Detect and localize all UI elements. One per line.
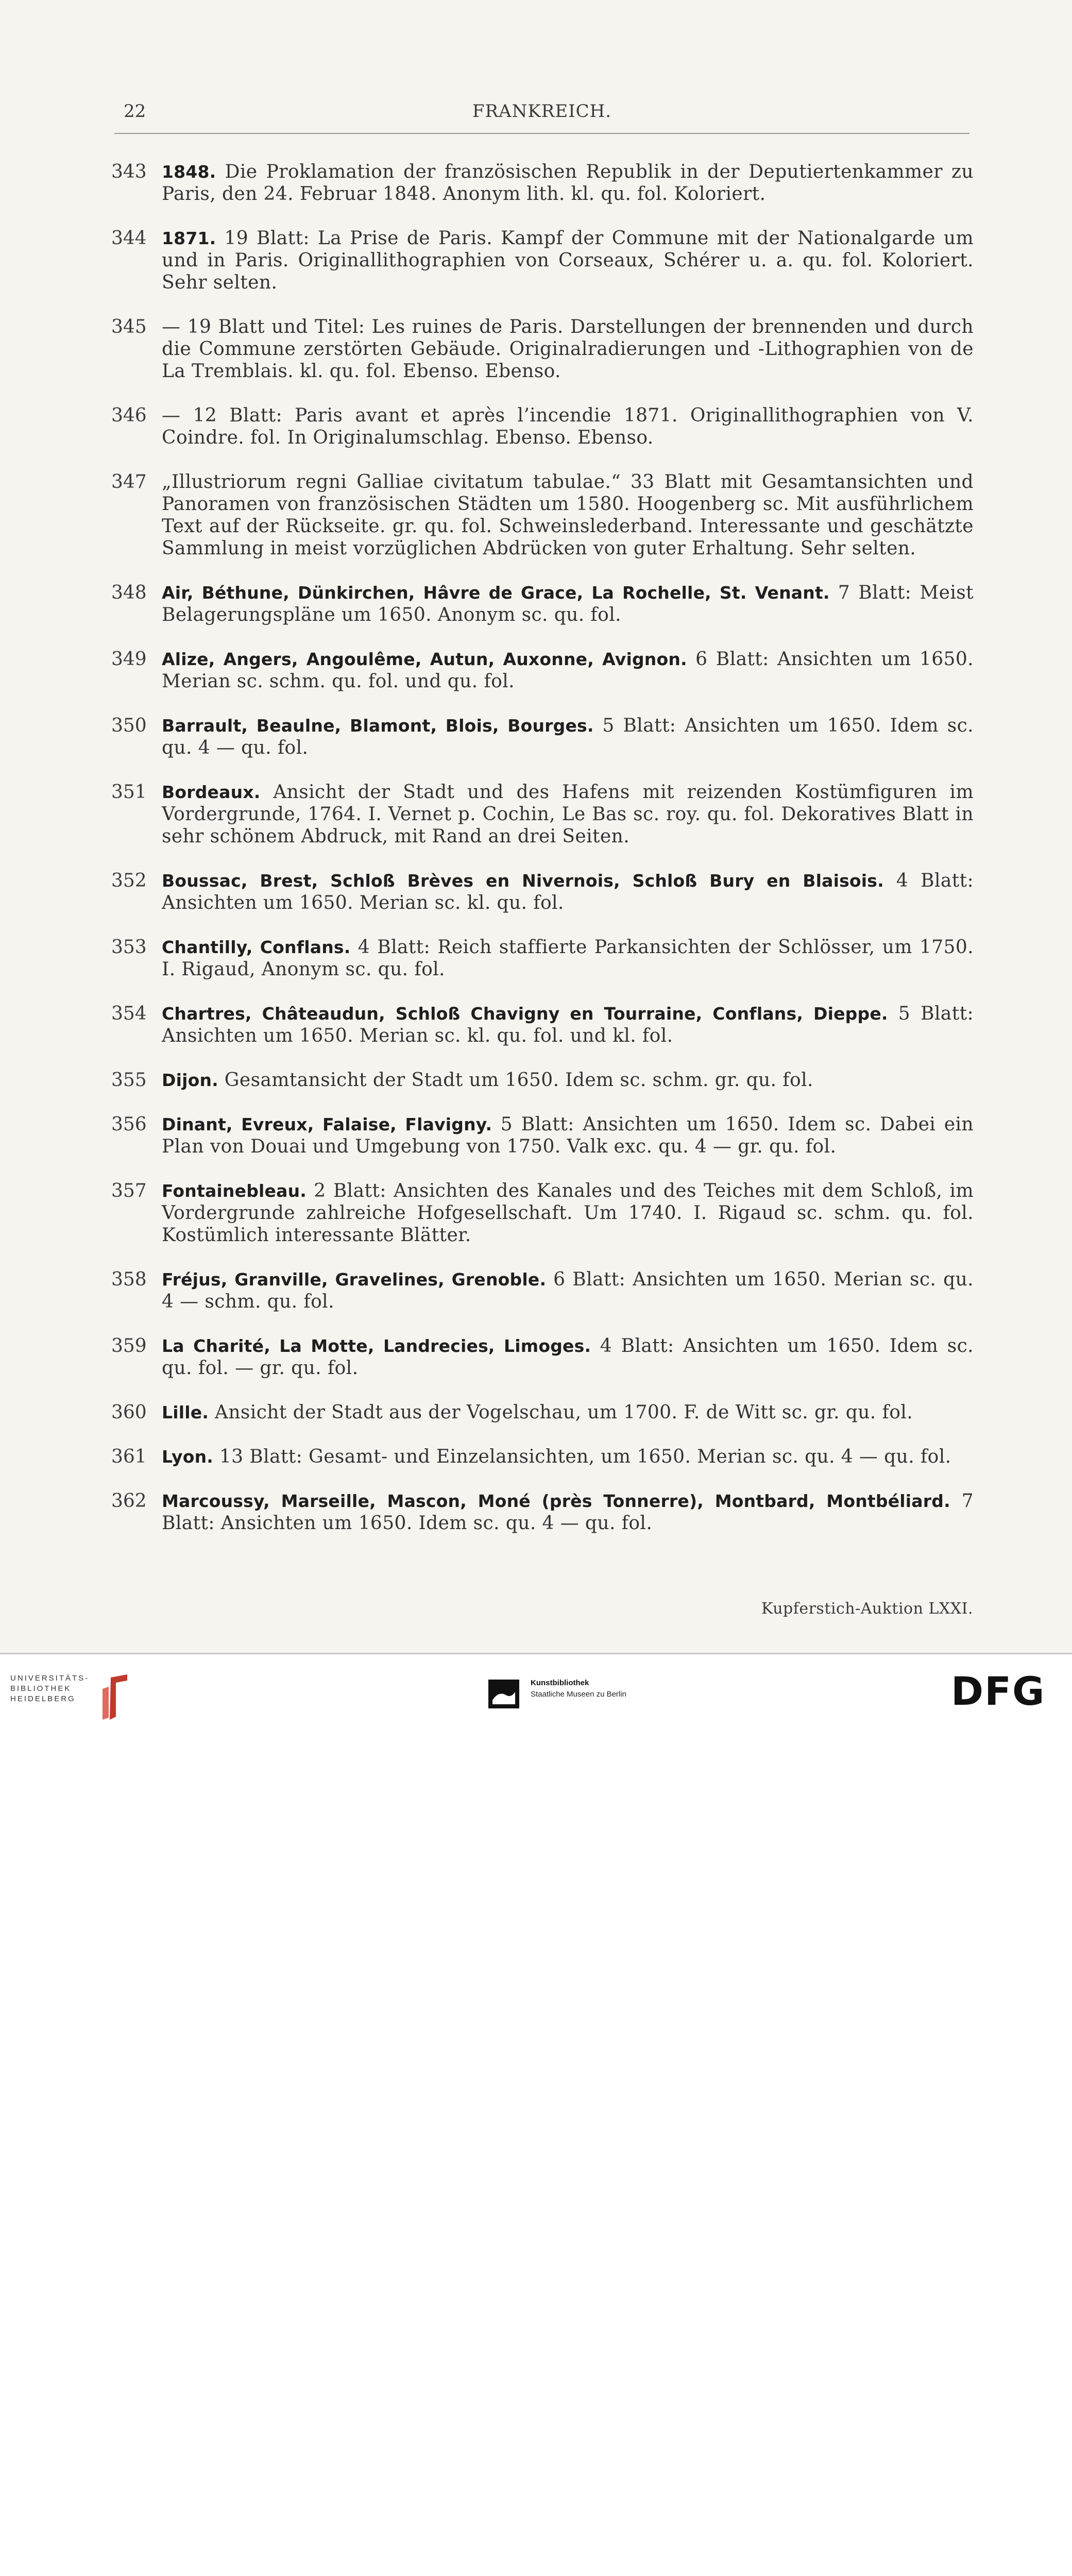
entry-text: 7 Blatt: Meist Belagerungspläne um 1650. Anonym sc. qu. fol. <box>162 582 974 625</box>
entry-text: Die Proklamation der französischen Republik in der Deputiertenkammer zu Paris, den 24. Februar 1848. Anonym lith. kl. qu. fol. Koloriert. <box>162 161 974 205</box>
catalog-entry <box>108 936 974 980</box>
entry-number: 357 <box>111 1180 147 1201</box>
header-rule <box>114 133 969 134</box>
entry-heading: Bordeaux. <box>162 782 261 802</box>
catalog-entry <box>108 1069 974 1091</box>
catalog-entry <box>108 1113 974 1158</box>
page-title: FRANKREICH. <box>472 101 612 122</box>
entry-text: Ansicht der Stadt und des Hafens mit reizenden Kostümfiguren im Vordergrunde, 1764. I. Vernet p. Cochin, Le Bas sc. roy. qu. fol. Dekoratives Blatt in sehr schönem Abdruck, mit Rand an drei Seiten. <box>162 782 974 847</box>
entry-number: 362 <box>111 1490 147 1512</box>
university-emblem-icon <box>95 1673 131 1721</box>
entry-text: 6 Blatt: Ansichten um 1650. Merian sc. qu. 4 — schm. qu. fol. <box>162 1269 974 1312</box>
catalog-entry <box>108 1180 974 1246</box>
entry-heading: 1871. <box>162 228 216 248</box>
viewer-footer <box>0 1653 1072 1737</box>
entry-heading: 1848. <box>162 162 216 182</box>
catalog-entry <box>108 161 974 205</box>
entry-number: 347 <box>111 471 147 493</box>
entry-heading: Air, Béthune, Dünkirchen, Hâvre de Grace, La Rochelle, St. Venant. <box>162 583 830 603</box>
catalog-entry <box>108 582 974 626</box>
catalog-entry <box>108 870 974 914</box>
entry-text: „Illustriorum regni Galliae civitatum tabulae.“ 33 Blatt mit Gesamtansichten und Panoramen von französischen Städten um 1580. Hoogenberg sc. Mit ausführlichem Text auf der Rückseite. gr. qu. fol. Schweinslederband. Interessante und geschätzte Sammlung in meist vorzüglichen Abdrücken von guter Erhaltung. Sehr selten. <box>162 471 974 559</box>
entry-text: 19 Blatt: La Prise de Paris. Kampf der Commune mit der Nationalgarde um und in Paris. Originallithographien von Corseaux, Schérer u. a. qu. fol. Koloriert. Sehr selten. <box>162 228 974 293</box>
kunstbibliothek-name: Kunstbibliothek <box>531 1679 589 1687</box>
entry-heading: Chartres, Châteaudun, Schloß Chavigny en Tourraine, Conflans, Dieppe. <box>162 1004 888 1024</box>
uni-line-2: BIBLIOTHEK <box>10 1684 72 1693</box>
entry-heading: La Charité, La Motte, Landrecies, Limoges. <box>162 1336 591 1356</box>
entry-heading: Fontainebleau. <box>162 1181 307 1201</box>
entry-number: 358 <box>111 1269 147 1290</box>
catalog-entry <box>108 781 974 848</box>
uni-line-3: HEIDELBERG <box>10 1694 76 1703</box>
catalog-entry <box>108 715 974 759</box>
entry-heading: Barrault, Beaulne, Blamont, Blois, Bourges. <box>162 716 594 736</box>
university-library-logo[interactable] <box>10 1673 134 1725</box>
page-number: 22 <box>124 101 146 122</box>
entry-heading: Boussac, Brest, Schloß Brèves en Nivernois, Schloß Bury en Blaisois. <box>162 871 884 891</box>
entry-text: 13 Blatt: Gesamt- und Einzelansichten, um 1650. Merian sc. qu. 4 — qu. fol. <box>213 1446 951 1467</box>
entry-heading: Marcoussy, Marseille, Mascon, Moné (près Tonnerre), Montbard, Montbéliard. <box>162 1491 950 1511</box>
catalog-entry <box>108 471 974 560</box>
entry-number: 353 <box>111 937 147 958</box>
entry-heading: Dijon. <box>162 1070 218 1090</box>
entry-number: 360 <box>111 1402 147 1423</box>
catalog-entry <box>108 316 974 382</box>
entry-text: Gesamtansicht der Stadt um 1650. Idem sc. schm. gr. qu. fol. <box>218 1070 813 1091</box>
entry-number: 354 <box>111 1003 147 1024</box>
entry-number: 356 <box>111 1114 147 1135</box>
entry-text: 4 Blatt: Reich staffierte Parkansichten der Schlösser, um 1750. I. Rigaud, Anonym sc. qu. fol. <box>162 937 974 980</box>
catalog-entry <box>108 1490 974 1534</box>
entry-heading: Alize, Angers, Angoulême, Autun, Auxonne, Avignon. <box>162 649 687 669</box>
footer-divider <box>0 1653 1072 1654</box>
entry-number: 359 <box>111 1335 147 1357</box>
catalog-entry <box>108 1401 974 1423</box>
entry-text: — 19 Blatt und Titel: Les ruines de Paris. Darstellungen der brennenden und durch die Commune zerstörten Gebäude. Originalradierungen und -Lithographien von de La Tremblais. kl. qu. fol. Ebenso. Ebenso. <box>162 316 974 382</box>
entry-text: 4 Blatt: Ansichten um 1650. Idem sc. qu. fol. — gr. qu. fol. <box>162 1335 974 1379</box>
footer-note: Kupferstich-Auktion LXXI. <box>761 1600 973 1618</box>
catalog-entry <box>108 1268 974 1313</box>
entry-number: 349 <box>111 649 147 670</box>
entry-text: Ansicht der Stadt aus der Vogelschau, um 1700. F. de Witt sc. gr. qu. fol. <box>209 1402 913 1423</box>
entry-text: 2 Blatt: Ansichten des Kanales und des Teiches mit dem Schloß, im Vordergrunde zahlreiche Hofgesellschaft. Um 1740. I. Rigaud sc. schm. qu. fol. Kostümlich interessante Blätter. <box>162 1180 974 1246</box>
entry-heading: Lyon. <box>162 1447 213 1467</box>
entry-text: 7 Blatt: Ansichten um 1650. Idem sc. qu. 4 — qu. fol. <box>162 1490 974 1534</box>
entry-heading: Chantilly, Conflans. <box>162 937 351 957</box>
page-header <box>114 101 969 127</box>
entry-text: — 12 Blatt: Paris avant et après l’incendie 1871. Originallithographien von V. Coindre. fol. In Originalumschlag. Ebenso. Ebenso. <box>162 405 974 448</box>
entry-text: 6 Blatt: Ansichten um 1650. Merian sc. schm. qu. fol. und qu. fol. <box>162 649 974 692</box>
entry-number: 348 <box>111 582 147 603</box>
entry-number: 352 <box>111 870 147 891</box>
entry-heading: Fréjus, Granville, Gravelines, Grenoble. <box>162 1269 547 1290</box>
catalog-entry <box>108 1446 974 1468</box>
entry-number: 351 <box>111 782 147 803</box>
catalog-entry <box>108 227 974 294</box>
entry-number: 361 <box>111 1446 147 1467</box>
uni-line-1: UNIVERSITÄTS- <box>10 1674 90 1683</box>
catalog-entries <box>108 161 974 1556</box>
entry-number: 344 <box>111 228 147 249</box>
entry-heading: Lille. <box>162 1402 209 1422</box>
entry-text: 4 Blatt: Ansichten um 1650. Merian sc. kl. qu. fol. <box>162 870 974 913</box>
kunstbibliothek-seal-icon <box>488 1680 519 1708</box>
catalog-entry <box>108 1003 974 1047</box>
entry-number: 350 <box>111 715 147 736</box>
catalog-entry <box>108 404 974 449</box>
entry-number: 346 <box>111 405 147 426</box>
entry-number: 345 <box>111 316 147 337</box>
kunstbibliothek-subtitle: Staatliche Museen zu Berlin <box>531 1690 626 1699</box>
entry-text: 5 Blatt: Ansichten um 1650. Merian sc. kl. qu. fol. und kl. fol. <box>162 1003 974 1046</box>
entry-number: 355 <box>111 1070 147 1091</box>
catalog-entry <box>108 1335 974 1379</box>
entry-heading: Dinant, Evreux, Falaise, Flavigny. <box>162 1114 492 1134</box>
entry-number: 343 <box>111 161 147 182</box>
catalog-entry <box>108 648 974 692</box>
entry-text: 5 Blatt: Ansichten um 1650. Idem sc. qu. 4 — qu. fol. <box>162 715 974 758</box>
entry-text: 5 Blatt: Ansichten um 1650. Idem sc. Dabei ein Plan von Douai und Umgebung von 1750. Valk exc. qu. 4 — gr. qu. fol. <box>162 1114 974 1157</box>
dfg-logo[interactable]: DFG <box>951 1668 1046 1714</box>
